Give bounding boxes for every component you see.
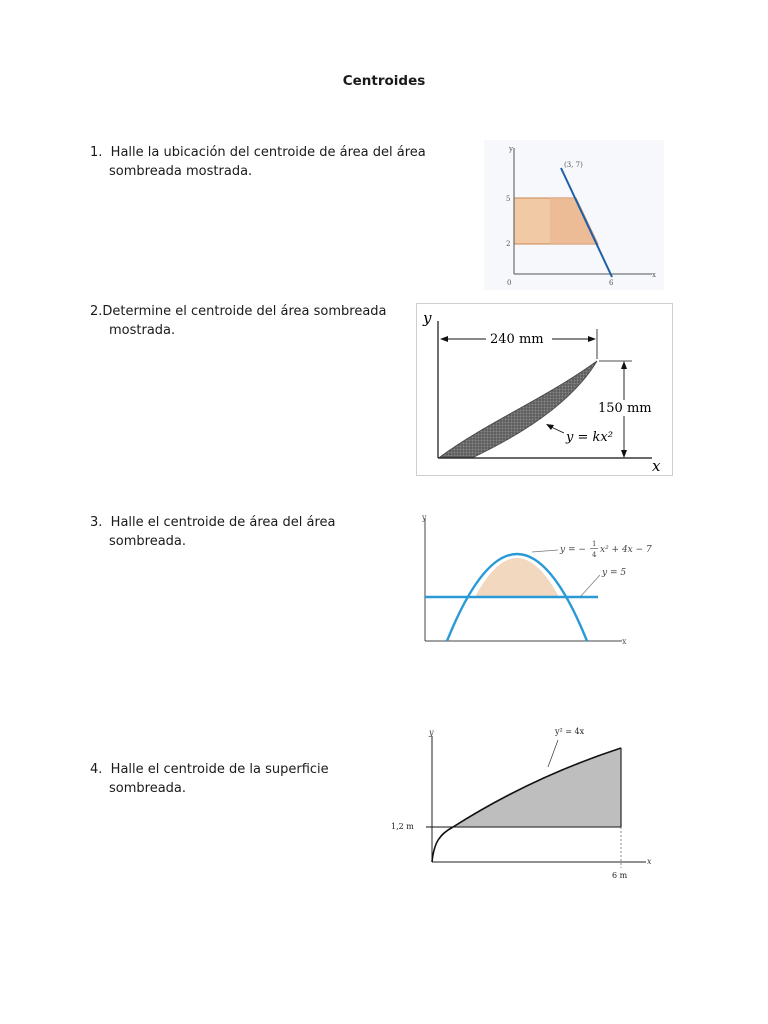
axis-y-label: y (422, 513, 427, 522)
problem-number: 3. (90, 515, 103, 530)
problem-statement-line2: sombreada. (109, 534, 187, 549)
problem-number: 4. (90, 762, 103, 777)
problem-2-text (90, 302, 410, 340)
axis-y-label: y (429, 728, 434, 737)
tick-2: 2 (506, 240, 511, 248)
tick-0: 0 (507, 279, 512, 287)
height-label: 150 mm (598, 401, 652, 416)
problem-number: 1. (90, 145, 103, 160)
axis-x-label: x (647, 857, 652, 866)
curve-label: y = kx² (566, 430, 613, 445)
axis-x-label: x (652, 271, 656, 279)
fraction-numerator: 1 (592, 540, 597, 548)
tick-5: 5 (506, 195, 511, 203)
width-label: 6 m (612, 871, 628, 880)
curve-label-suffix: x² + 4x − 7 (600, 545, 652, 555)
problem-statement-line2: sombreada mostrada. (109, 164, 253, 179)
width-label: 240 mm (490, 332, 544, 347)
figure-4 (388, 722, 660, 884)
problem-statement-line1: Determine el centroide del área sombreada (102, 304, 387, 319)
page-title: Centroides (342, 73, 426, 89)
problem-4-text (90, 760, 382, 798)
line-label: y = 5 (602, 568, 627, 578)
figure-1 (484, 140, 664, 290)
curve-label: y² = 4x (555, 727, 585, 736)
problem-statement-line2: sombreada. (109, 781, 187, 796)
problem-statement-line1: Halle el centroide de área del área (110, 515, 336, 530)
shaded-area (453, 748, 621, 827)
point-label: (3, 7) (564, 161, 583, 169)
axis-x-label: x (652, 457, 661, 475)
axis-y-label: y (509, 145, 513, 153)
leader-line (548, 740, 558, 767)
fraction-denominator: 4 (592, 551, 597, 559)
problem-statement-line1: Halle el centroide de la superficie (110, 762, 329, 777)
leader-line-horizontal (580, 575, 600, 597)
tick-6: 6 (609, 279, 614, 287)
axis-y-label: y (423, 309, 432, 327)
leader-line-curve (532, 550, 558, 552)
height-label: 1,2 m (391, 822, 414, 831)
problem-number: 2. (90, 304, 103, 319)
problem-1-text (90, 143, 474, 181)
problem-statement-line1: Halle la ubicación del centroide de área del área (110, 145, 426, 160)
axis-x-label: x (622, 637, 627, 646)
problem-statement-line2: mostrada. (109, 323, 176, 338)
figure-2 (416, 303, 673, 476)
figure-3 (412, 510, 662, 650)
problem-3-text (90, 513, 405, 551)
shaded-area (475, 558, 559, 597)
curve-label-prefix: y = − (560, 545, 586, 555)
